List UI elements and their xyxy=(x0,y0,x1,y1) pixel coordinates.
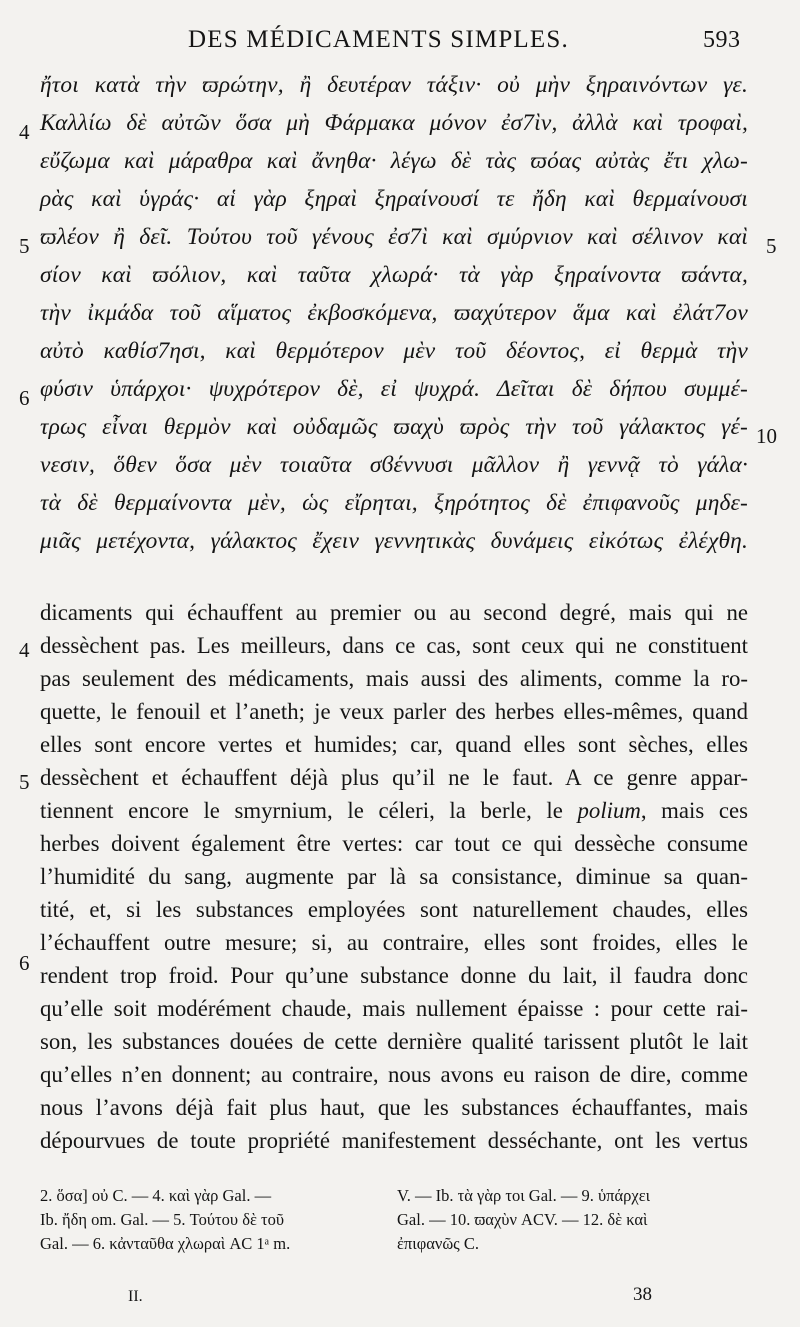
running-header xyxy=(0,26,800,60)
greek-line: σίον καὶ ϖόλιον, καὶ ταῦτα χλωρά· τὰ γὰρ ξηραίνοντα ϖάντα, xyxy=(40,262,748,288)
greek-line: μιᾶς μετέχοντα, γάλακτος ἔχειν γεννητικὰς δυνάμεις εἰκότως ἐλέχθη. xyxy=(40,528,748,554)
french-line: l’humidité du sang, augmente par là sa consistance, diminue sa quan- xyxy=(40,864,748,889)
greek-line: ἤτοι κατὰ τὴν ϖρώτην, ἢ δευτέραν τάξιν· οὐ μὴν ξηραινόντων γε. xyxy=(40,72,748,98)
footnote-line: 2. ὅσα] οὐ C. — 4. καὶ γὰρ Gal. — xyxy=(40,1186,272,1205)
greek-line: ρὰς καὶ ὑγράς· αἱ γὰρ ξηραὶ ξηραίνουσί τε ἤδη καὶ θερμαίνουσι xyxy=(40,186,748,212)
footnote-line: Ib. ἤδη om. Gal. — 5. Τούτου δὲ τοῦ xyxy=(40,1210,285,1229)
footnote-line: Gal. — 10. ϖαχὺν ACV. — 12. δὲ καὶ xyxy=(397,1210,648,1229)
page-footer xyxy=(0,1284,800,1318)
page-title: DES MÉDICAMENTS SIMPLES. xyxy=(188,26,569,53)
line-marker: 4 xyxy=(19,120,30,144)
signature-mark: II. xyxy=(128,1288,143,1305)
line-marker: 10 xyxy=(756,424,777,448)
french-line: dessèchent et échauffent déjà plus qu’il ne le faut. A ce genre appar- xyxy=(40,765,748,790)
signature-number: 38 xyxy=(633,1284,652,1305)
greek-line: ϖλέον ἢ δεῖ. Τούτου τοῦ γένους ἐσ7ὶ καὶ σμύρνιον καὶ σέλινον καὶ xyxy=(40,224,748,250)
footnote-line: Gal. — 6. κἀνταῦθα χλωραὶ AC 1ᵃ m. xyxy=(40,1234,291,1253)
french-line: herbes doivent également être vertes: car tout ce qui dessèche consume xyxy=(40,831,748,856)
greek-line: τὰ δὲ θερμαίνοντα μὲν, ὡς εἴρηται, ξηρότητος δὲ ἐπιφανοῦς μηδε- xyxy=(40,490,748,516)
line-marker: 6 xyxy=(19,386,30,410)
greek-line: φύσιν ὑπάρχοι· ψυχρότερον δὲ, εἰ ψυχρά. Δεῖται δὲ δήπου συμμέ- xyxy=(40,376,748,402)
french-line: tiennent encore le smyrnium, le céleri, la berle, le polium, mais ces xyxy=(40,798,748,823)
french-line: son, les substances douées de cette dernière qualité tarissent plutôt le lait xyxy=(40,1029,748,1054)
line-marker: 5 xyxy=(19,770,30,794)
greek-line: νεσιν, ὅθεν ὅσα μὲν τοιαῦτα σϐέννυσι μᾶλλον ἢ γεννᾷ τὸ γάλα· xyxy=(40,452,748,478)
greek-line: τὴν ἰκμάδα τοῦ αἵματος ἐκβοσκόμενα, ϖαχύτερον ἅμα καὶ ἐλάτ7ον xyxy=(40,300,748,326)
footnote-line: ἐπιφανῶς C. xyxy=(397,1234,479,1253)
footnotes-right-column xyxy=(397,1186,760,1258)
french-line: dépourvues de toute propriété manifestement desséchante, ont les vertus xyxy=(40,1128,748,1153)
line-marker: 4 xyxy=(19,638,30,662)
greek-line: εὔζωμα καὶ μάραθρα καὶ ἄνηθα· λέγω δὲ τὰς ϖόας αὐτὰς ἔτι χλω- xyxy=(40,148,748,174)
french-line: nous l’avons déjà fait plus haut, que les substances échauffantes, mais xyxy=(40,1095,748,1120)
line-marker: 5 xyxy=(766,234,777,258)
french-line: l’échauffent outre mesure; si, au contraire, elles sont froides, elles le xyxy=(40,930,748,955)
italic-term: polium xyxy=(577,798,641,823)
french-line: qu’elle soit modérément chaude, mais nullement épaisse : pour cette rai- xyxy=(40,996,748,1021)
french-line: tité, et, si les substances employées sont naturellement chaudes, elles xyxy=(40,897,748,922)
page-number: 593 xyxy=(703,27,741,53)
line-marker: 6 xyxy=(19,951,30,975)
french-line: dicaments qui échauffent au premier ou au second degré, mais qui ne xyxy=(40,600,748,625)
greek-line: Καλλίω δὲ αὐτῶν ὅσα μὴ Φάρμακα μόνον ἐσ7ὶν, ἀλλὰ καὶ τροφαὶ, xyxy=(40,110,748,136)
french-line: dessèchent pas. Les meilleurs, dans ce cas, sont ceux qui ne constituent xyxy=(40,633,748,658)
french-line: elles sont encore vertes et humides; car, quand elles sont sèches, elles xyxy=(40,732,748,757)
greek-line: αὐτὸ καθίσ7ησι, καὶ θερμότερον μὲν τοῦ δέοντος, εἰ θερμὰ τὴν xyxy=(40,338,748,364)
french-line: pas seulement des médicaments, mais aussi des aliments, comme la ro- xyxy=(40,666,748,691)
line-marker: 5 xyxy=(19,234,30,258)
french-line: rendent trop froid. Pour qu’une substance donne du lait, il faudra donc xyxy=(40,963,748,988)
footnote-line: V. — Ib. τὰ γὰρ τοι Gal. — 9. ὑπάρχει xyxy=(397,1186,651,1205)
french-line: quette, le fenouil et l’aneth; je veux parler des herbes elles-mêmes, quand xyxy=(40,699,748,724)
french-line: qu’elles n’en donnent; au contraire, nous avons eu raison de dire, comme xyxy=(40,1062,748,1087)
footnotes-left-column xyxy=(40,1186,390,1258)
greek-line: τρως εἶναι θερμὸν καὶ οὐδαμῶς ϖαχὺ ϖρὸς τὴν τοῦ γάλακτος γέ- xyxy=(40,414,748,440)
